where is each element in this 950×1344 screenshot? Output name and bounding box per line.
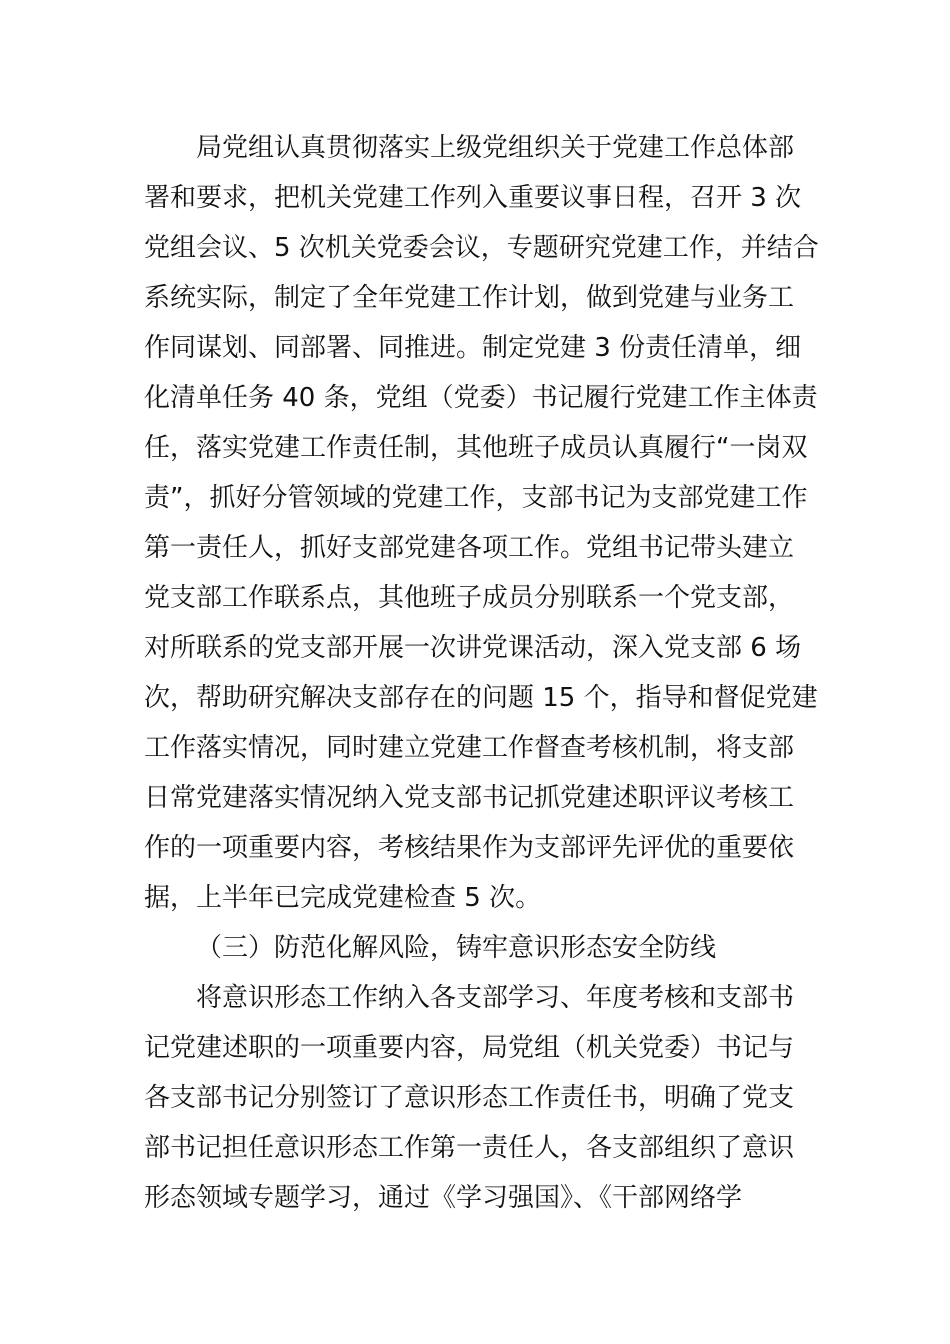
text-line: 党支部工作联系点，其他班子成员分别联系一个党支部， <box>144 583 795 613</box>
text-line: 责”，抓好分管领域的党建工作，支部书记为支部党建工作 <box>144 483 808 513</box>
text-line: 各支部书记分别签订了意识形态工作责任书，明确了党支 <box>144 1083 795 1113</box>
text-line: 第一责任人，抓好支部党建各项工作。党组书记带头建立 <box>144 533 795 563</box>
text-line: 工作落实情况，同时建立党建工作督查考核机制，将支部 <box>144 733 795 763</box>
text-line: 作同谋划、同部署、同推进。制定党建 3 份责任清单，细 <box>144 333 802 363</box>
text-line: 记党建述职的一项重要内容，局党组（机关党委）书记与 <box>144 1033 795 1063</box>
text-line: 党组会议、5 次机关党委会议，专题研究党建工作，并结合 <box>144 233 819 263</box>
text-line: 部书记担任意识形态工作第一责任人，各支部组织了意识 <box>144 1133 795 1163</box>
text-line: 将意识形态工作纳入各支部学习、年度考核和支部书 <box>196 983 795 1013</box>
text-line: 次，帮助研究解决支部存在的问题 15 个，指导和督促党建 <box>144 683 818 713</box>
text-line: 日常党建落实情况纳入党支部书记抓党建述职评议考核工 <box>144 783 795 813</box>
text-line: 局党组认真贯彻落实上级党组织关于党建工作总体部 <box>196 133 795 163</box>
text-line: 系统实际，制定了全年党建工作计划，做到党建与业务工 <box>144 283 795 313</box>
section-heading <box>144 923 824 973</box>
text-line: 化清单任务 40 条，党组（党委）书记履行党建工作主体责 <box>144 383 818 413</box>
section-heading-text: （三）防范化解风险，铸牢意识形态安全防线 <box>196 933 717 963</box>
text-line: 对所联系的党支部开展一次讲党课活动，深入党支部 6 场 <box>144 633 802 663</box>
paragraph-ideology <box>144 973 824 1223</box>
text-line: 任，落实党建工作责任制，其他班子成员认真履行“一岗双 <box>144 433 808 463</box>
text-line: 署和要求，把机关党建工作列入重要议事日程，召开 3 次 <box>144 183 802 213</box>
text-line: 作的一项重要内容，考核结果作为支部评先评优的重要依 <box>144 833 795 863</box>
paragraph-party-building <box>144 123 824 923</box>
text-line: 据，上半年已完成党建检查 5 次。 <box>144 883 542 913</box>
text-line: 形态领域专题学习，通过《学习强国》、《干部网络学 <box>144 1183 743 1213</box>
